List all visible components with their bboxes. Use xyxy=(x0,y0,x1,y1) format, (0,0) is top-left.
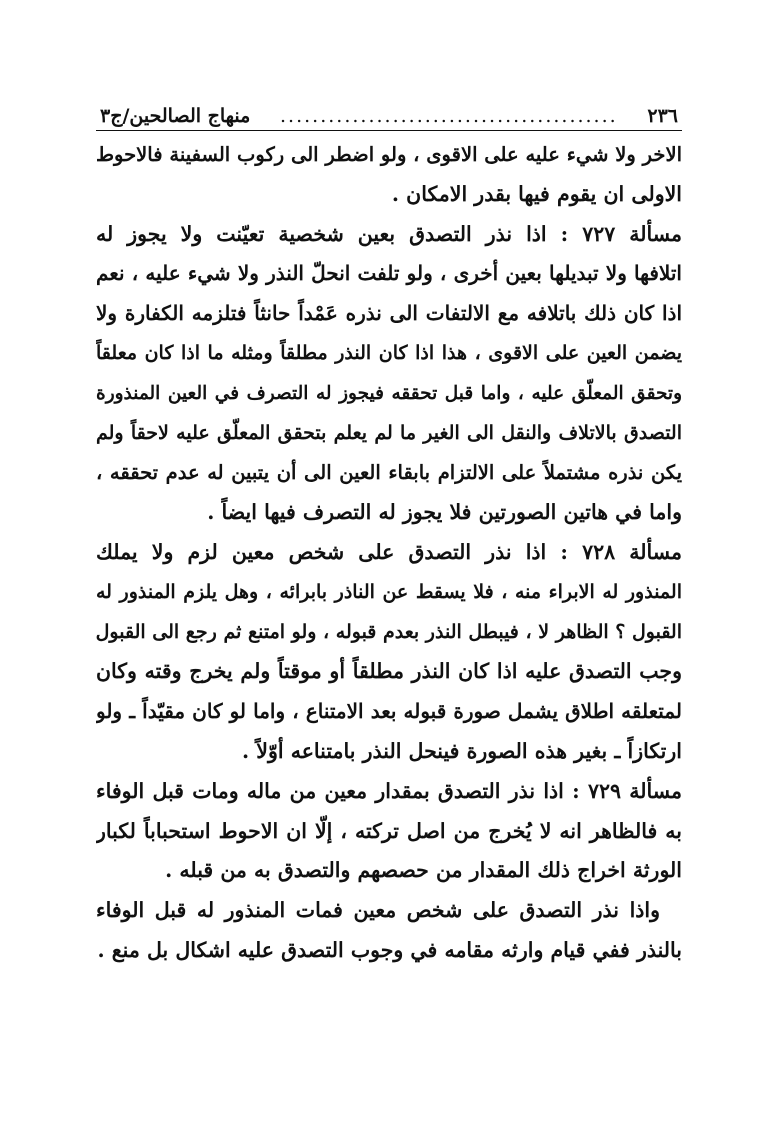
header-dot-leader: .......................................... xyxy=(280,105,618,127)
page-number: ٢٣٦ xyxy=(647,105,678,127)
document-page xyxy=(96,95,682,971)
text-line: اتلافها ولا تبديلها بعين أخرى ، ولو تلفت انحلّ النذر ولا شيء عليه ، نعم xyxy=(96,261,682,286)
text-line: الاولى ان يقوم فيها بقدر الامكان . xyxy=(391,181,682,206)
text-line: واما في هاتين الصورتين فلا يجوز له التصرف فيها ايضاً . xyxy=(207,500,682,525)
book-title: منهاج الصالحين/ج٣ xyxy=(100,105,251,127)
text-line: يكن نذره مشتملاً على الالتزام بابقاء العين الى أن يتبين له عدم تحققه ، xyxy=(96,461,682,485)
text-line: يضمن العين على الاقوى ، هذا اذا كان النذر مطلقاً ومثله ما اذا كان معلقاً xyxy=(96,341,682,364)
issue-727-heading-line: مسألة ٧٢٧ : اذا نذر التصدق بعين شخصية تعيّنت ولا يجوز له xyxy=(96,221,682,246)
text-line: وجب التصدق عليه اذا كان النذر مطلقاً أو موقتاً ولم يخرج وقته وكان xyxy=(96,659,682,684)
text-line: به فالظاهر انه لا يُخرج من اصل تركته ، إلّا ان الاحوط استحباباً لكبار xyxy=(96,818,682,843)
text-line: القبول ؟ الظاهر لا ، فيبطل النذر بعدم قبوله ، ولو امتنع ثم رجع الى القبول xyxy=(96,620,682,643)
text-line: بالنذر ففي قيام وارثه مقامه في وجوب التصدق عليه اشكال بل منع . xyxy=(97,937,682,962)
page-body xyxy=(96,135,682,971)
issue-729-heading-line: مسألة ٧٢٩ : اذا نذر التصدق بمقدار معين من ماله ومات قبل الوفاء xyxy=(96,778,682,803)
text-line: وتحقق المعلّق عليه ، واما قبل تحققه فيجوز له التصرف في العين المنذورة xyxy=(96,382,682,404)
text-line: المنذور له الابراء منه ، فلا يسقط عن الناذر بابرائه ، وهل يلزم المنذور له xyxy=(96,580,682,603)
text-line: ارتكازاً ـ بغير هذه الصورة فينحل النذر بامتناعه أوّلاً . xyxy=(242,738,682,763)
text-line: الاخر ولا شيء عليه على الاقوى ، ولو اضطر الى ركوب السفينة فالاحوط xyxy=(96,143,682,166)
text-line: واذا نذر التصدق على شخص معين فمات المنذور له قبل الوفاء xyxy=(96,898,660,923)
issue-728-heading-line: مسألة ٧٢٨ : اذا نذر التصدق على شخص معين لزم ولا يملك xyxy=(96,539,682,564)
text-line: اذا كان ذلك باتلافه مع الالتفات الى نذره عَمْداً حانثاً فتلزمه الكفارة ولا xyxy=(96,301,682,326)
text-line: لمتعلقه اطلاق يشمل صورة قبوله بعد الامتناع ، واما لو كان مقيّداً ـ ولو xyxy=(96,699,682,724)
page-header xyxy=(96,95,682,131)
text-line: الورثة اخراج ذلك المقدار من حصصهم والتصدق به من قبله . xyxy=(165,858,682,883)
text-line: التصدق بالاتلاف والنقل الى الغير ما لم يعلم بتحقق المعلّق عليه لاحقاً ولم xyxy=(96,421,682,444)
